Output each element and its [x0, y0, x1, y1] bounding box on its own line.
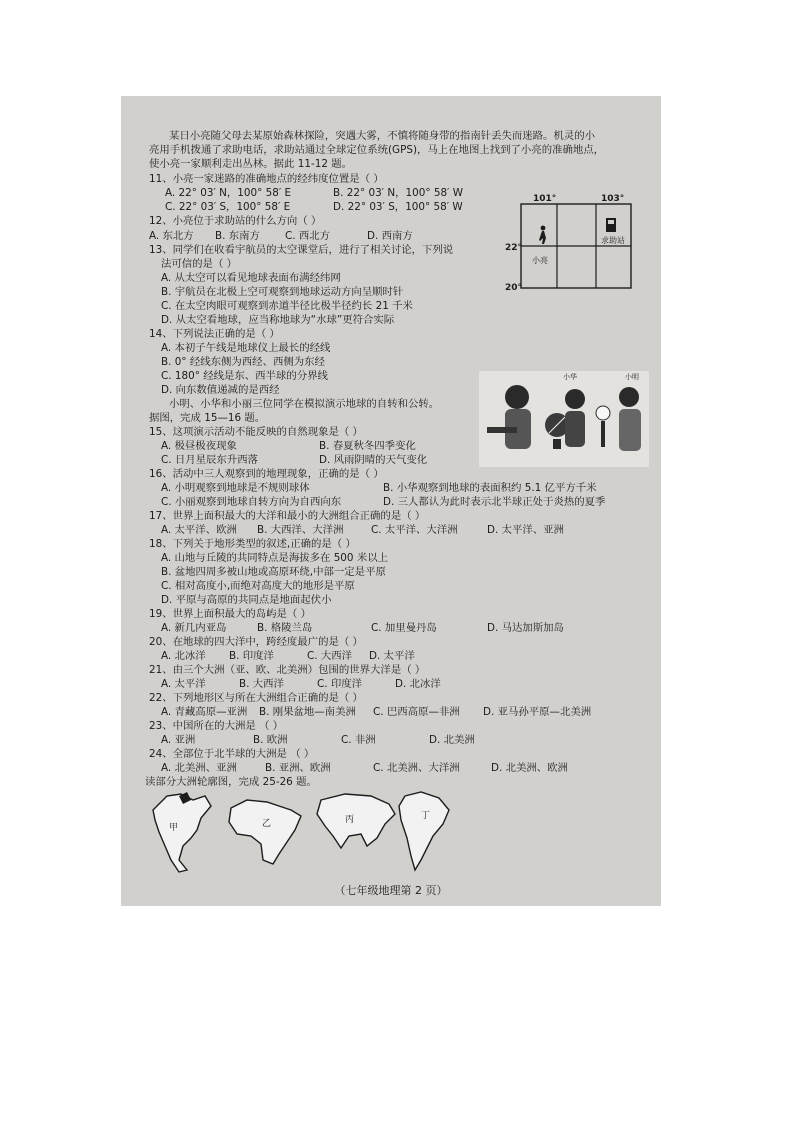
q20-stem: 20、在地球的四大洋中，跨经度最广的是（ ） — [149, 636, 363, 648]
continent-yi-outline — [229, 800, 301, 864]
mid-intro-line-2: 据图，完成 15—16 题。 — [149, 412, 266, 424]
q14-option-d: D. 向东数值递减的是西经 — [161, 384, 280, 396]
kid-label-right: 小明 — [625, 373, 639, 381]
q22-option-a: A. 青藏高原—亚洲 — [161, 706, 248, 718]
lat-label-22: 22° — [505, 243, 523, 253]
map-label-jia: 甲 — [169, 823, 179, 833]
lat-label-20: 20° — [505, 283, 523, 292]
q11-option-b: B. 22° 03′ N，100° 58′ W — [333, 187, 463, 199]
station-label: 求助站 — [601, 236, 625, 245]
q12-stem: 12、小亮位于求助站的什么方向（ ） — [149, 215, 322, 227]
q19-option-a: A. 新几内亚岛 — [161, 622, 227, 634]
q13-option-a: A. 从太空可以看见地球表面布满经纬网 — [161, 272, 341, 284]
q13-option-b: B. 宇航员在北极上空可观察到地球运动方向呈顺时针 — [161, 286, 404, 298]
q21-option-a: A. 太平洋 — [161, 678, 206, 690]
q11-option-d: D. 22° 03′ S，100° 58′ W — [333, 201, 463, 213]
q20-option-c: C. 大西洋 — [307, 650, 353, 662]
q19-option-b: B. 格陵兰岛 — [257, 622, 313, 634]
q22-option-d: D. 亚马孙平原—北美洲 — [483, 706, 592, 718]
q19-option-d: D. 马达加斯加岛 — [487, 622, 564, 634]
q12-option-d: D. 西南方 — [367, 230, 413, 242]
lon-label-103: 103° — [601, 194, 625, 204]
q13-option-c: C. 在太空肉眼可观察到赤道半径比极半径约长 21 千米 — [161, 300, 413, 312]
map-intro: 读部分大洲轮廓图，完成 25-26 题。 — [145, 776, 317, 788]
q17-option-d: D. 太平洋、亚洲 — [487, 524, 564, 536]
q18-option-c: C. 相对高度小,而绝对高度大的地形是平原 — [161, 580, 355, 592]
q19-stem: 19、世界上面积最大的岛屿是（ ） — [149, 608, 311, 620]
q15-option-d: D. 风雨阴晴的天气变化 — [319, 454, 428, 466]
q17-stem: 17、世界上面积最大的大洋和最小的大洲组合正确的是（ ） — [149, 510, 426, 522]
mid-intro-line-1: 小明、小华和小丽三位同学在模拟演示地球的自转和公转。 — [169, 398, 440, 410]
continent-bing-outline — [317, 794, 395, 848]
q24-option-a: A. 北美洲、亚洲 — [161, 762, 237, 774]
q18-stem: 18、下列关于地形类型的叙述,正确的是（ ） — [149, 538, 356, 550]
continent-outlines-figure — [149, 786, 469, 876]
q22-option-b: B. 刚果盆地—南美洲 — [259, 706, 356, 718]
q17-option-b: B. 大西洋、大洋洲 — [257, 524, 344, 536]
q12-option-b: B. 东南方 — [215, 230, 260, 242]
q23-option-c: C. 非洲 — [341, 734, 376, 746]
map-label-ding: 丁 — [421, 811, 431, 821]
lon-label-101: 101° — [533, 194, 557, 204]
q24-option-d: D. 北美洲、欧洲 — [491, 762, 568, 774]
q11-stem: 11、小亮一家迷路的准确地点的经纬度位置是（ ） — [149, 173, 384, 185]
q11-option-c: C. 22° 03′ S，100° 58′ E — [165, 201, 291, 213]
person-icon — [539, 226, 546, 244]
q24-stem: 24、全部位于北半球的大洲是 （ ） — [149, 748, 315, 760]
intro-line-2: 亮用手机拨通了求助电话，求助站通过全球定位系统(GPS)，马上在地图上找到了小亮的准确地点， — [149, 144, 605, 156]
q21-option-c: C. 印度洋 — [317, 678, 363, 690]
q14-option-c: C. 180° 经线是东、西半球的分界线 — [161, 370, 328, 382]
q12-option-a: A. 东北方 — [149, 230, 194, 242]
q23-option-b: B. 欧洲 — [253, 734, 288, 746]
child-figure-right — [619, 387, 641, 451]
q18-option-a: A. 山地与丘陵的共同特点是海拔多在 500 米以上 — [161, 552, 388, 564]
child-figure-middle — [565, 389, 585, 447]
q16-stem: 16、活动中三人观察到的地理现象，正确的是（ ） — [149, 468, 384, 480]
intro-line-3: 使小亮一家顺利走出丛林。据此 11-12 题。 — [149, 158, 353, 170]
q18-option-b: B. 盆地四周多被山地或高原环绕,中部一定是平原 — [161, 566, 386, 578]
kid-label-left: 小华 — [563, 373, 577, 381]
q16-option-b: B. 小华观察到地球的表面积约 5.1 亿平方千米 — [383, 482, 597, 494]
q14-option-b: B. 0° 经线东侧为西经、西侧为东经 — [161, 356, 325, 368]
q23-stem: 23、中国所在的大洲是 （ ） — [149, 720, 284, 732]
q16-option-a: A. 小明观察到地球是不规则球体 — [161, 482, 310, 494]
q24-option-c: C. 北美洲、大洋洲 — [373, 762, 460, 774]
earth-demo-illustration — [479, 371, 649, 467]
q13-option-d: D. 从太空看地球，应当称地球为“水球”更符合实际 — [161, 314, 395, 326]
map-label-yi: 乙 — [262, 819, 272, 829]
q11-option-a: A. 22° 03′ N，100° 58′ E — [165, 187, 292, 199]
exam-page — [121, 96, 661, 906]
q21-option-b: B. 大西洋 — [239, 678, 284, 690]
q20-option-d: D. 太平洋 — [369, 650, 415, 662]
q19-option-c: C. 加里曼丹岛 — [371, 622, 437, 634]
continent-jia-outline — [153, 792, 211, 872]
continent-ding-outline — [399, 792, 449, 870]
q20-option-b: B. 印度洋 — [229, 650, 274, 662]
q22-stem: 22、下列地形区与所在大洲组合正确的是（ ） — [149, 692, 363, 704]
person-label: 小亮 — [532, 256, 548, 265]
q17-option-c: C. 太平洋、大洋洲 — [371, 524, 458, 536]
q17-option-a: A. 太平洋、欧洲 — [161, 524, 237, 536]
q18-option-d: D. 平原与高原的共同点是地面起伏小 — [161, 594, 332, 606]
intro-line-1: 某日小亮随父母去某原始森林探险，突遇大雾，不慎将随身带的指南针丢失而迷路。机灵的小 — [169, 130, 596, 142]
map-label-bing: 丙 — [345, 815, 355, 825]
q24-option-b: B. 亚洲、欧洲 — [265, 762, 331, 774]
q14-stem: 14、下列说法正确的是（ ） — [149, 328, 280, 340]
help-station-icon — [606, 218, 616, 232]
q12-option-c: C. 西北方 — [285, 230, 331, 242]
q21-stem: 21、由三个大洲（亚、欧、北美洲）包围的世界大洋是（ ） — [149, 664, 426, 676]
q13-stem-1: 13、同学们在收看宇航员的太空课堂后，进行了相关讨论，下列说 — [149, 244, 454, 256]
q15-option-b: B. 春夏秋冬四季变化 — [319, 440, 416, 452]
q22-option-c: C. 巴西高原—非洲 — [373, 706, 460, 718]
q15-option-a: A. 极昼极夜现象 — [161, 440, 237, 452]
q14-option-a: A. 本初子午线是地球仪上最长的经线 — [161, 342, 331, 354]
q16-option-d: D. 三人都认为此时表示北半球正处于炎热的夏季 — [383, 496, 606, 508]
page-footer: （七年级地理第 2 页） — [334, 884, 448, 897]
q13-stem-2: 法可信的是（ ） — [161, 258, 238, 270]
q21-option-d: D. 北冰洋 — [395, 678, 441, 690]
q23-option-d: D. 北美洲 — [429, 734, 475, 746]
q16-option-c: C. 小丽观察到地球自转方向为自西向东 — [161, 496, 342, 508]
q23-option-a: A. 亚洲 — [161, 734, 196, 746]
q20-option-a: A. 北冰洋 — [161, 650, 206, 662]
q15-stem: 15、这项演示活动不能反映的自然现象是（ ） — [149, 426, 363, 438]
q15-option-c: C. 日月星辰东升西落 — [161, 454, 258, 466]
lat-lon-grid-figure — [501, 192, 641, 292]
